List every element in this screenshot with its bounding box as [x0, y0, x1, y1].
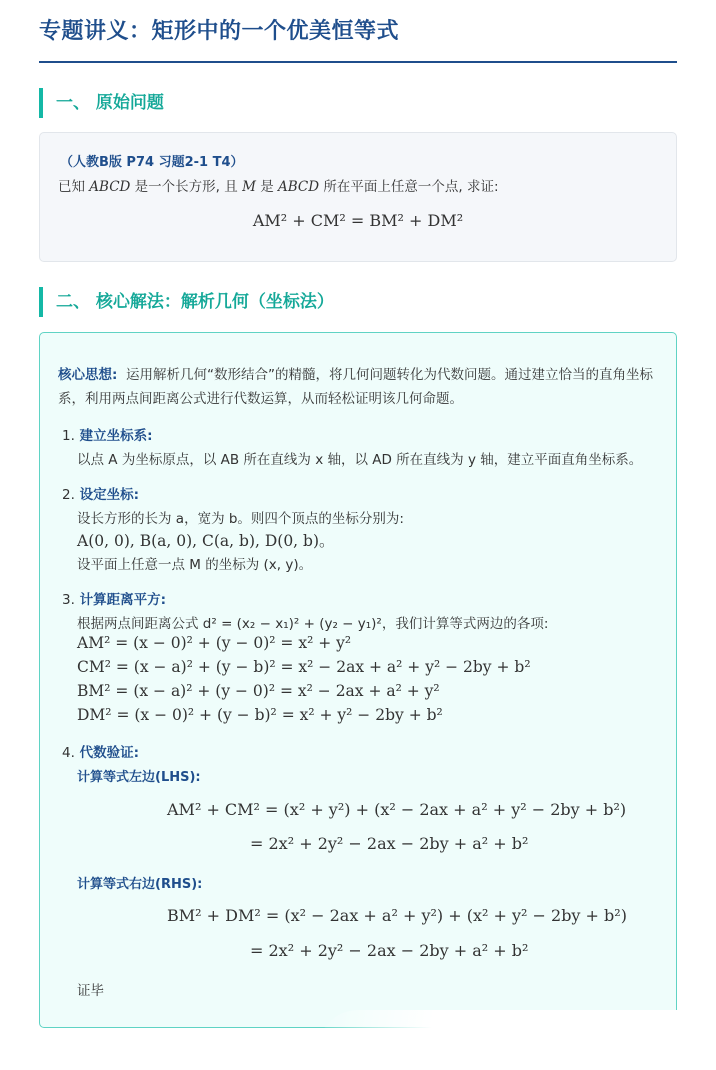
step-3-number: 3.: [62, 592, 75, 608]
section-heading-original-problem: 一、 原始问题: [39, 88, 164, 118]
step-1-label: 建立坐标系:: [79, 428, 153, 444]
step-3-label: 计算距离平方:: [79, 592, 166, 608]
step-4-title: [62, 741, 139, 761]
statement-mid2: 是: [260, 179, 274, 195]
step-2-line-1: 设长方形的长为 a，宽为 b。则四个顶点的坐标分别为:: [77, 511, 404, 527]
page-title: 专题讲义：矩形中的一个优美恒等式: [39, 19, 400, 44]
rhs-equation-2: = 2x² + 2y² − 2ax − 2by + a² + b²: [250, 941, 529, 960]
problem-equation: AM² + CM² = BM² + DM²: [252, 211, 464, 230]
problem-box: [39, 132, 677, 262]
lhs-equation-2: = 2x² + 2y² − 2ax − 2by + a² + b²: [250, 834, 529, 853]
step-4-label: 代数验证:: [79, 745, 139, 761]
step-2-label: 设定坐标:: [79, 487, 139, 503]
step-2-title: [62, 483, 139, 503]
statement-prefix: 已知: [58, 179, 85, 195]
step-3-intro: 根据两点间距离公式 d² = (x₂ − x₁)² + (y₂ − y₁)²，我们计算等式两边的各项:: [77, 616, 549, 632]
step-4-number: 4.: [62, 745, 75, 761]
core-idea-label: 核心思想:: [58, 367, 118, 383]
step-3-eq-bm: BM² = (x − a)² + (y − 0)² = x² − 2ax + a² + y²: [77, 682, 440, 700]
step-2-line-3: 设平面上任意一点 M 的坐标为 (x, y)。: [77, 557, 313, 573]
statement-rect2: ABCD: [277, 179, 320, 195]
rhs-heading: 计算等式右边(RHS):: [77, 877, 203, 892]
section-heading-core-method: 二、 核心解法：解析几何（坐标法）: [39, 287, 334, 317]
step-3-eq-dm: DM² = (x − 0)² + (y − b)² = x² + y² − 2by + b²: [77, 706, 443, 724]
problem-statement: [58, 175, 499, 195]
problem-source: （人教B版 P74 习题2-1 T4）: [60, 155, 244, 170]
step-1-title: [62, 424, 153, 444]
lhs-equation-1: AM² + CM² = (x² + y²) + (x² − 2ax + a² + y² − 2by + b²): [167, 800, 627, 819]
statement-suffix: 所在平面上任意一个点, 求证:: [323, 179, 499, 195]
statement-mid1: 是一个长方形, 且: [134, 179, 238, 195]
page: [39, 0, 677, 999]
statement-rect: ABCD: [89, 179, 131, 195]
step-2-line-2: A(0, 0), B(a, 0), C(a, b), D(0, b)。: [77, 532, 335, 550]
step-2-number: 2.: [62, 487, 75, 503]
lhs-heading: 计算等式左边(LHS):: [77, 770, 201, 785]
core-idea-text: 运用解析几何“数形结合”的精髓，将几何问题转化为代数问题。通过建立恰当的直角坐标系，利用两点间距离公式进行代数运算，从而轻松证明该几何命题。: [58, 367, 653, 407]
step-1-number: 1.: [62, 428, 75, 444]
title-divider: [39, 61, 677, 63]
method-box: [39, 332, 677, 1028]
bottom-fade-overlay: [318, 1010, 698, 1070]
core-idea: [58, 363, 662, 411]
step-1-text: 以点 A 为坐标原点，以 AB 所在直线为 x 轴，以 AD 所在直线为 y 轴，建立平面直角坐标系。: [77, 452, 643, 468]
step-3-eq-am: AM² = (x − 0)² + (y − 0)² = x² + y²: [77, 634, 352, 652]
qed-text: 证毕: [77, 983, 104, 999]
step-3-eq-cm: CM² = (x − a)² + (y − b)² = x² − 2ax + a² + y² − 2by + b²: [77, 658, 531, 676]
rhs-equation-1: BM² + DM² = (x² − 2ax + a² + y²) + (x² + y² − 2by + b²): [167, 906, 627, 925]
statement-point: M: [242, 179, 256, 195]
step-3-title: [62, 588, 166, 608]
